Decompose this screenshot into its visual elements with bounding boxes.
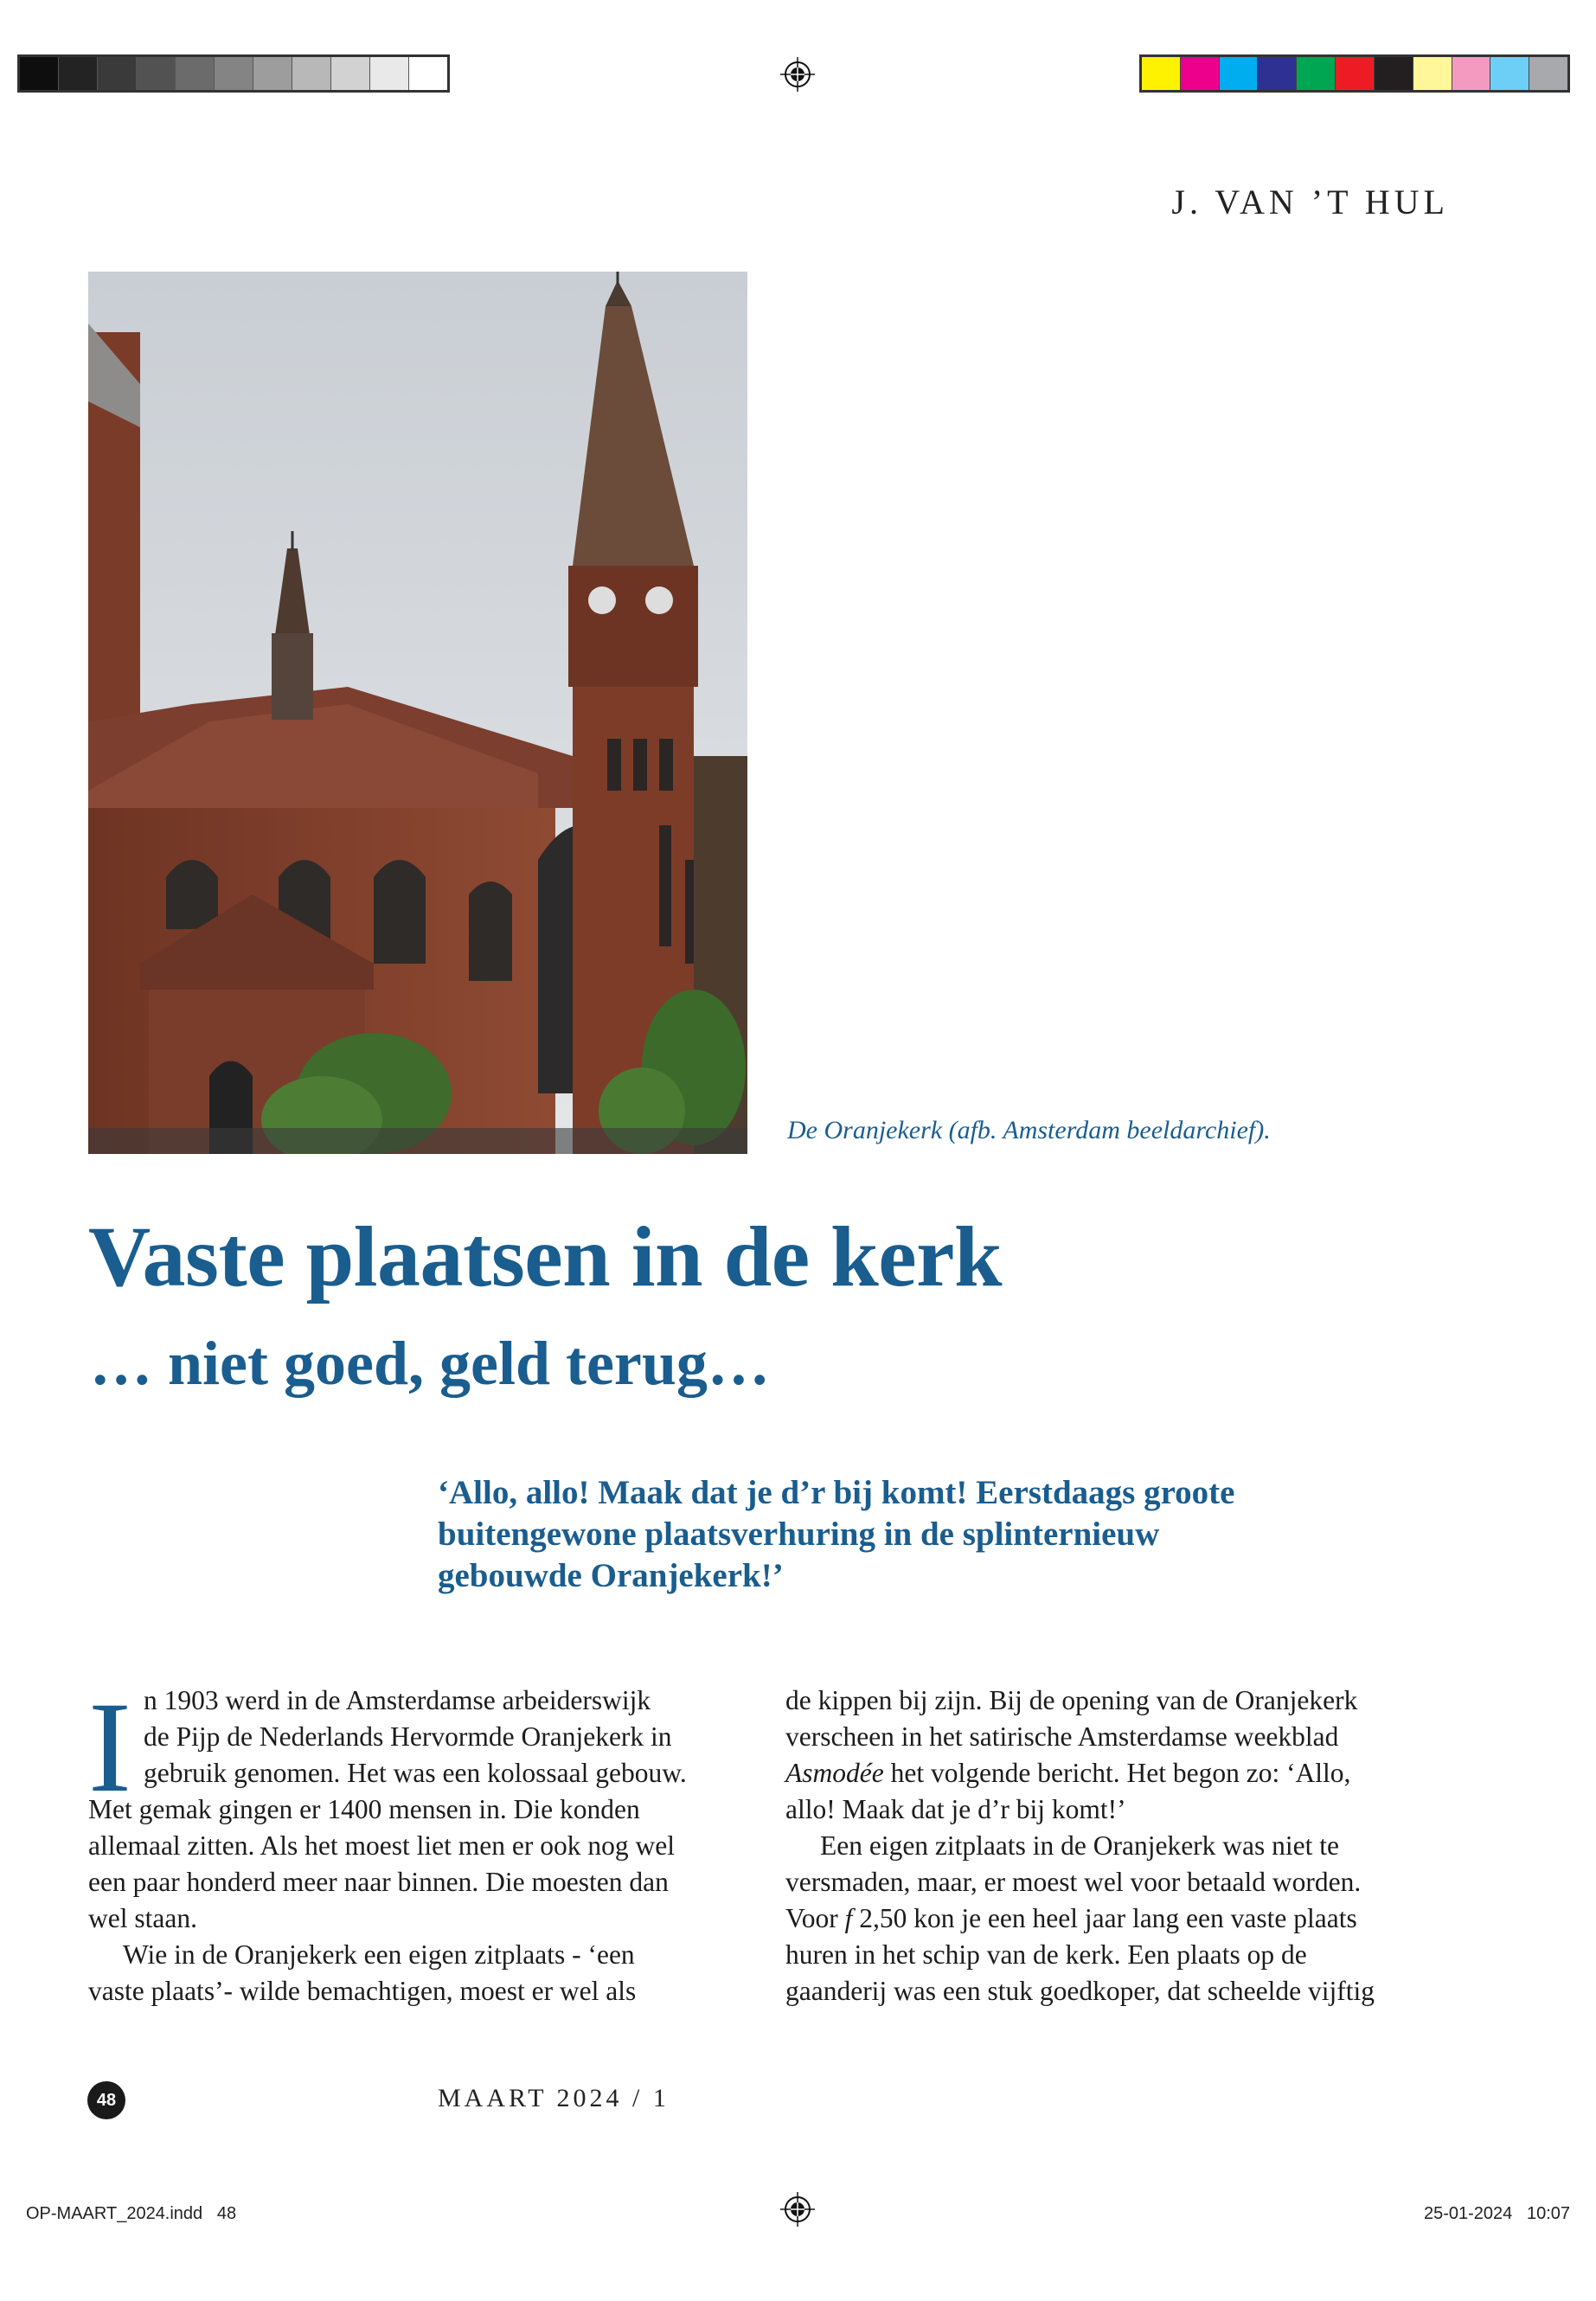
body-text: het volgende bericht. Het begon zo: ‘Allo, xyxy=(883,1758,1351,1788)
pull-quote xyxy=(438,1472,1441,1597)
body-line: allemaal zitten. Als het moest liet men er ook nog wel xyxy=(88,1830,675,1861)
slug-file-text: OP-MAART_2024.indd 48 xyxy=(26,2204,237,2223)
body-line: de Pijp de Nederlands Hervormde Oranjekerk in xyxy=(144,1721,672,1752)
quote-line: buitengewone plaatsverhuring in de splinternieuw xyxy=(438,1516,1160,1553)
color-swatch xyxy=(1297,57,1336,90)
registration-mark-icon xyxy=(780,2192,815,2227)
grayscale-swatch xyxy=(59,57,98,90)
color-swatch xyxy=(1220,57,1259,90)
color-swatch xyxy=(1452,57,1491,90)
article-column-1 xyxy=(88,1676,754,2009)
color-swatch xyxy=(1181,57,1220,90)
body-line: verscheen in het satirische Amsterdamse weekblad xyxy=(785,1721,1339,1752)
grayscale-bar xyxy=(17,54,450,93)
color-swatch xyxy=(1336,57,1375,90)
quote-line: gebouwde Oranjekerk!’ xyxy=(438,1557,784,1594)
body-line: allo! Maak dat je d’r bij komt!’ xyxy=(785,1794,1126,1824)
grayscale-swatch xyxy=(253,57,292,90)
body-line: gaanderij was een stuk goedkoper, dat scheelde vijftig xyxy=(785,1976,1375,2006)
slug-timestamp-text: 25-01-2024 10:07 xyxy=(1423,2204,1570,2223)
body-line: huren in het schip van de kerk. Een plaats op de xyxy=(785,1939,1307,1970)
issue-label: MAART 2024 / 1 xyxy=(438,2084,670,2112)
drop-cap: I xyxy=(88,1676,131,1819)
registration-mark-icon xyxy=(780,57,815,92)
author-name: J. VAN ’T HUL xyxy=(1171,183,1449,221)
grayscale-swatch xyxy=(98,57,137,90)
body-line: wel staan. xyxy=(88,1903,197,1933)
color-swatch xyxy=(1413,57,1452,90)
body-line: versmaden, maar, er moest wel voor betaald worden. xyxy=(785,1867,1362,1897)
grayscale-swatch xyxy=(215,57,253,90)
slug-timestamp xyxy=(1424,2204,1570,2224)
page-number: 48 xyxy=(87,2081,125,2119)
body-line: Met gemak gingen er 1400 mensen in. Die konden xyxy=(88,1794,640,1824)
grayscale-swatch xyxy=(20,57,59,90)
body-line: een paar honderd meer naar binnen. Die moesten dan xyxy=(88,1867,669,1897)
grayscale-swatch xyxy=(292,57,331,90)
grayscale-swatch xyxy=(176,57,215,90)
article-title: Vaste plaatsen in de kerk xyxy=(88,1208,1003,1304)
publication-name: Asmodée xyxy=(785,1758,884,1788)
photo-caption: De Oranjekerk (afb. Amsterdam beeldarchief). xyxy=(787,1116,1271,1144)
body-text: Voor xyxy=(785,1903,845,1933)
body-line: vaste plaats’- wilde bemachtigen, moest er wel als xyxy=(88,1976,637,2006)
color-swatch xyxy=(1142,57,1181,90)
church-photo xyxy=(88,272,747,1154)
body-text: 2,50 kon je een heel jaar lang een vaste plaats xyxy=(852,1903,1357,1933)
color-swatch xyxy=(1258,57,1297,90)
article-column-2 xyxy=(785,1682,1452,2009)
quote-line: ‘Allo, allo! Maak dat je d’r bij komt! Eerstdaags groote xyxy=(438,1474,1235,1511)
body-line: n 1903 werd in de Amsterdamse arbeiderswijk xyxy=(144,1685,651,1715)
body-line: Wie in de Oranjekerk een eigen zitplaats - ‘een xyxy=(123,1939,635,1970)
color-swatch xyxy=(1375,57,1413,90)
body-line xyxy=(785,1755,1452,1791)
guilder-symbol: f xyxy=(844,1903,853,1933)
oranjekerk-illustration xyxy=(88,272,747,1154)
article-subtitle: … niet goed, geld terug… xyxy=(90,1329,770,1398)
body-line: de kippen bij zijn. Bij de opening van de Oranjekerk xyxy=(785,1685,1358,1715)
body-line: gebruik genomen. Het was een kolossaal gebouw. xyxy=(144,1758,687,1788)
grayscale-swatch xyxy=(370,57,409,90)
color-bar xyxy=(1139,54,1570,93)
grayscale-swatch xyxy=(409,57,447,90)
color-swatch xyxy=(1529,57,1567,90)
body-line xyxy=(785,1900,1452,1937)
body-line: Een eigen zitplaats in de Oranjekerk was niet te xyxy=(820,1830,1340,1861)
slug-filename xyxy=(26,2204,236,2224)
grayscale-swatch xyxy=(137,57,176,90)
grayscale-swatch xyxy=(331,57,370,90)
color-swatch xyxy=(1490,57,1529,90)
